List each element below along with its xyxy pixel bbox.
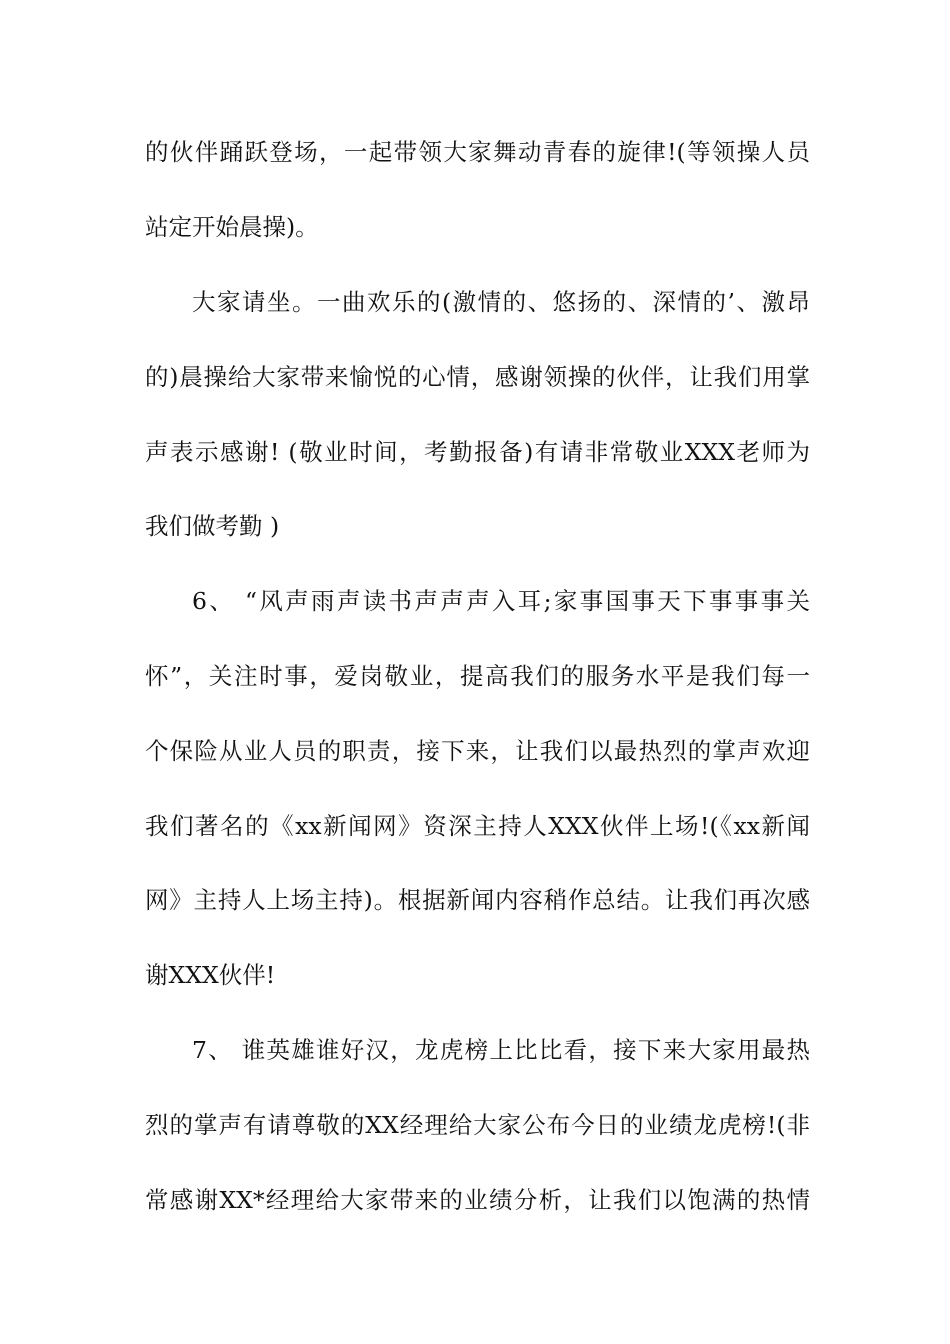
text-line: 站定开始晨操)。	[145, 213, 319, 241]
paragraph-start-line: 大家请坐。一曲欢乐的(激情的、悠扬的、深情的’、激昂	[192, 288, 810, 316]
text-line: 谢XXX伙伴!	[145, 961, 276, 989]
text-line: 的)晨操给大家带来愉悦的心情，感谢领操的伙伴，让我们用掌	[145, 363, 810, 391]
text-line: 常感谢XX*经理给大家带来的业绩分析，让我们以饱满的热情	[145, 1186, 810, 1214]
text-line: 声表示感谢! (敬业时间，考勤报备)有请非常敬业XXX老师为	[145, 438, 810, 466]
paragraph-start-line: 6、 “风声雨声读书声声声入耳;家事国事天下事事事关	[192, 587, 810, 615]
paragraph-start-line: 7、 谁英雄谁好汉，龙虎榜上比比看，接下来大家用最热	[192, 1036, 810, 1064]
text-line: 我们做考勤 )	[145, 512, 280, 540]
text-line: 怀”，关注时事，爱岗敬业，提高我们的服务水平是我们每一	[145, 662, 810, 690]
text-line: 我们著名的《xx新闻网》资深主持人XXX伙伴上场!(《xx新闻	[145, 812, 810, 840]
text-line: 个保险从业人员的职责，接下来，让我们以最热烈的掌声欢迎	[145, 737, 810, 765]
text-line: 网》主持人上场主持)。根据新闻内容稍作总结。让我们再次感	[145, 886, 810, 914]
text-line: 烈的掌声有请尊敬的XX经理给大家公布今日的业绩龙虎榜!(非	[145, 1111, 810, 1139]
text-line: 的伙伴踊跃登场，一起带领大家舞动青春的旋律!(等领操人员	[145, 138, 810, 166]
